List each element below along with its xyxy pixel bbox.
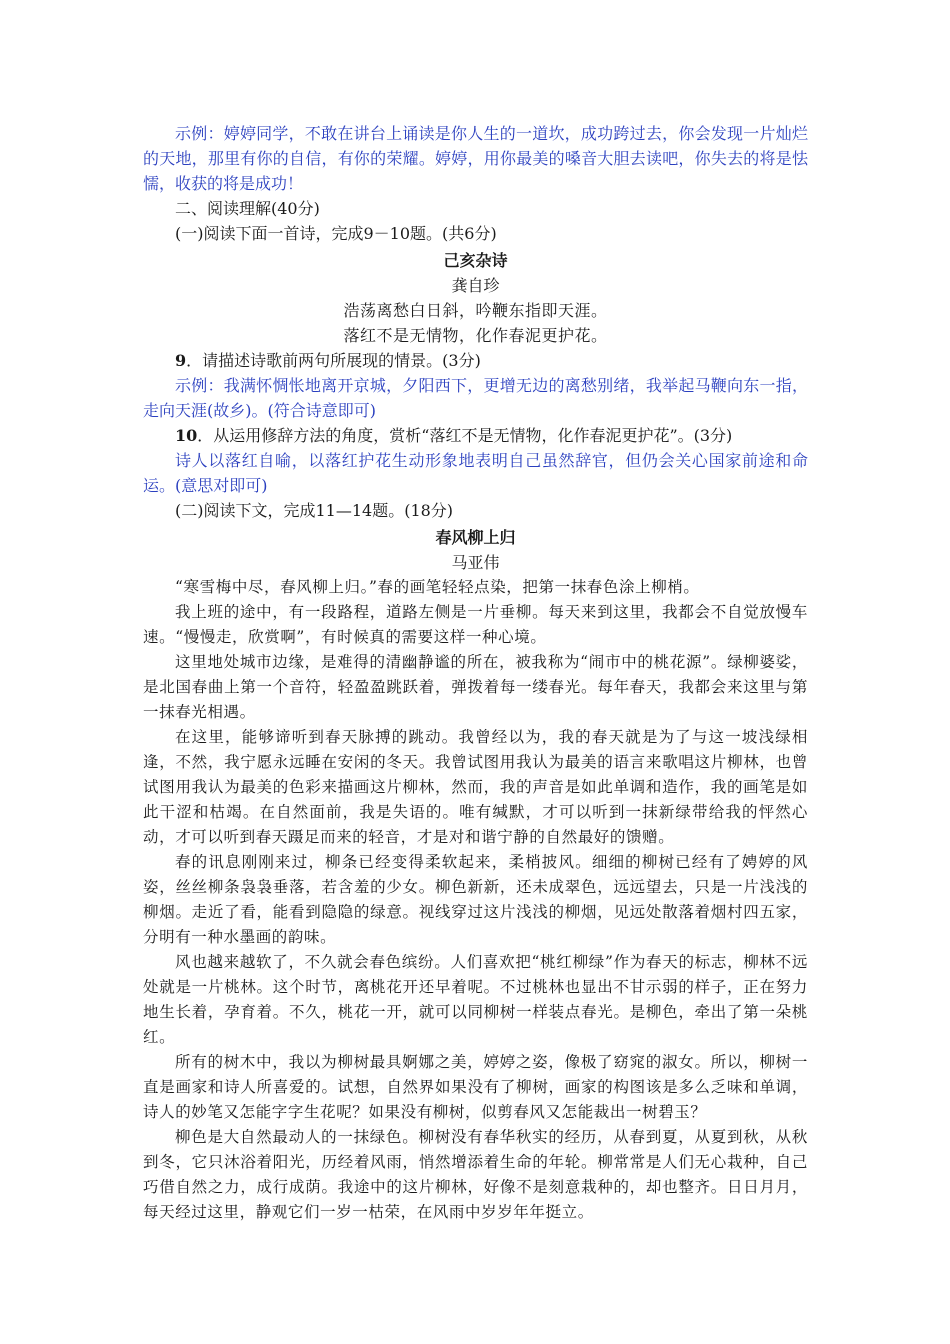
question-9-text: ．请描述诗歌前两句所展现的情景。(3分) xyxy=(186,351,481,370)
article-paragraph: “寒雪梅中尽，春风柳上归。”春的画笔轻轻点染，把第一抹春色涂上柳梢。 xyxy=(175,578,700,596)
q8-example-answer: 示例：婷婷同学，不敢在讲台上诵读是你人生的一道坎，成功跨过去，你会发现一片灿烂的天地，那里有你的自信，有你的荣耀。婷婷，用你最美的嗓音大胆去读吧，你失去的将是怯懦，收获的将是成功！ xyxy=(143,124,808,193)
article-paragraph: 所有的树木中，我以为柳树最具婀娜之美，婷婷之姿，像极了窈窕的淑女。所以，柳树一直是画家和诗人所喜爱的。试想，自然界如果没有了柳树，画家的构图该是多么乏味和单调，诗人的妙笔又怎能字字生花呢？如果没有柳树，似剪春风又怎能裁出一树碧玉？ xyxy=(143,1053,808,1121)
poem-author: 龚自珍 xyxy=(451,276,500,295)
article-author: 马亚伟 xyxy=(451,553,500,572)
question-9-answer: 示例：我满怀惆怅地离开京城，夕阳西下，更增无边的离愁别绪，我举起马鞭向东一指，走向天涯(故乡)。(符合诗意即可) xyxy=(143,376,808,420)
exam-page xyxy=(143,121,808,1225)
article-paragraph: 春的讯息刚刚来过，柳条已经变得柔软起来，柔梢披风。细细的柳树已经有了娉婷的风姿，丝丝柳条袅袅垂落，若含羞的少女。柳色新新，还未成翠色，远远望去，只是一片浅浅的柳烟。走近了看，能看到隐隐的绿意。视线穿过这片浅浅的柳烟，见远处散落着烟村四五家，分明有一种水墨画的韵味。 xyxy=(143,853,808,946)
article-paragraph: 在这里，能够谛听到春天脉搏的跳动。我曾经以为，我的春天就是为了与这一坡浅绿相逢，不然，我宁愿永远睡在安闲的冬天。我曾试图用我认为最美的语言来歌唱这片柳林，也曾试图用我认为最美的色彩来描画这片柳林，然而，我的声音是如此单调和造作，我的画笔是如此干涩和枯竭。在自然面前，我是失语的。唯有缄默，才可以听到一抹新绿带给我的怦然心动，才可以听到春天蹑足而来的轻音，才是对和谐宁静的自然最好的馈赠。 xyxy=(143,728,808,846)
poem-line-2: 落红不是无情物，化作春泥更护花。 xyxy=(343,326,608,345)
question-10-number: 10 xyxy=(175,426,198,445)
question-9 xyxy=(143,348,808,373)
section-2-heading: 二、阅读理解(40分) xyxy=(175,199,320,218)
article-paragraph: 风也越来越软了，不久就会春色缤纷。人们喜欢把“桃红柳绿”作为春天的标志，柳林不远处就是一片桃林。这个时节，离桃花开还早着呢。不过桃林也显出不甘示弱的样子，正在努力地生长着，孕育着。不久，桃花一开，就可以同柳树一样装点春光。是柳色，牵出了第一朵桃红。 xyxy=(143,953,808,1046)
part-2-instruction: (二)阅读下文，完成11—14题。(18分) xyxy=(175,501,454,520)
poem-title: 己亥杂诗 xyxy=(443,251,508,270)
article-title: 春风柳上归 xyxy=(435,528,516,547)
question-9-number: 9 xyxy=(175,351,187,370)
article-paragraph: 我上班的途中，有一段路程，道路左侧是一片垂柳。每天来到这里，我都会不自觉放慢车速。“慢慢走，欣赏啊”，有时候真的需要这样一种心境。 xyxy=(143,603,808,646)
question-10-text: ．从运用修辞方法的角度，赏析“落红不是无情物，化作春泥更护花”。(3分) xyxy=(197,426,733,445)
question-10-answer: 诗人以落红自喻，以落红护花生动形象地表明自己虽然辞官，但仍会关心国家前途和命运。(意思对即可) xyxy=(143,451,808,495)
poem-line-1: 浩荡离愁白日斜，吟鞭东指即天涯。 xyxy=(343,301,608,320)
article-paragraph: 柳色是大自然最动人的一抹绿色。柳树没有春华秋实的经历，从春到夏，从夏到秋，从秋到冬，它只沐浴着阳光，历经着风雨，悄然增添着生命的年轮。柳常常是人们无心栽种，自己巧借自然之力，成行成荫。我途中的这片柳林，好像不是刻意栽种的，却也整齐。日日月月，每天经过这里，静观它们一岁一枯荣，在风雨中岁岁年年挺立。 xyxy=(143,1128,808,1221)
article-body xyxy=(143,575,808,1225)
article-paragraph: 这里地处城市边缘，是难得的清幽静谧的所在，被我称为“闹市中的桃花源”。绿柳婆娑，是北国春曲上第一个音符，轻盈盈跳跃着，弹拨着每一缕春光。每年春天，我都会来这里与第一抹春光相遇。 xyxy=(143,653,808,721)
question-10 xyxy=(143,423,808,448)
part-1-instruction: (一)阅读下面一首诗，完成9－10题。(共6分) xyxy=(175,224,497,243)
